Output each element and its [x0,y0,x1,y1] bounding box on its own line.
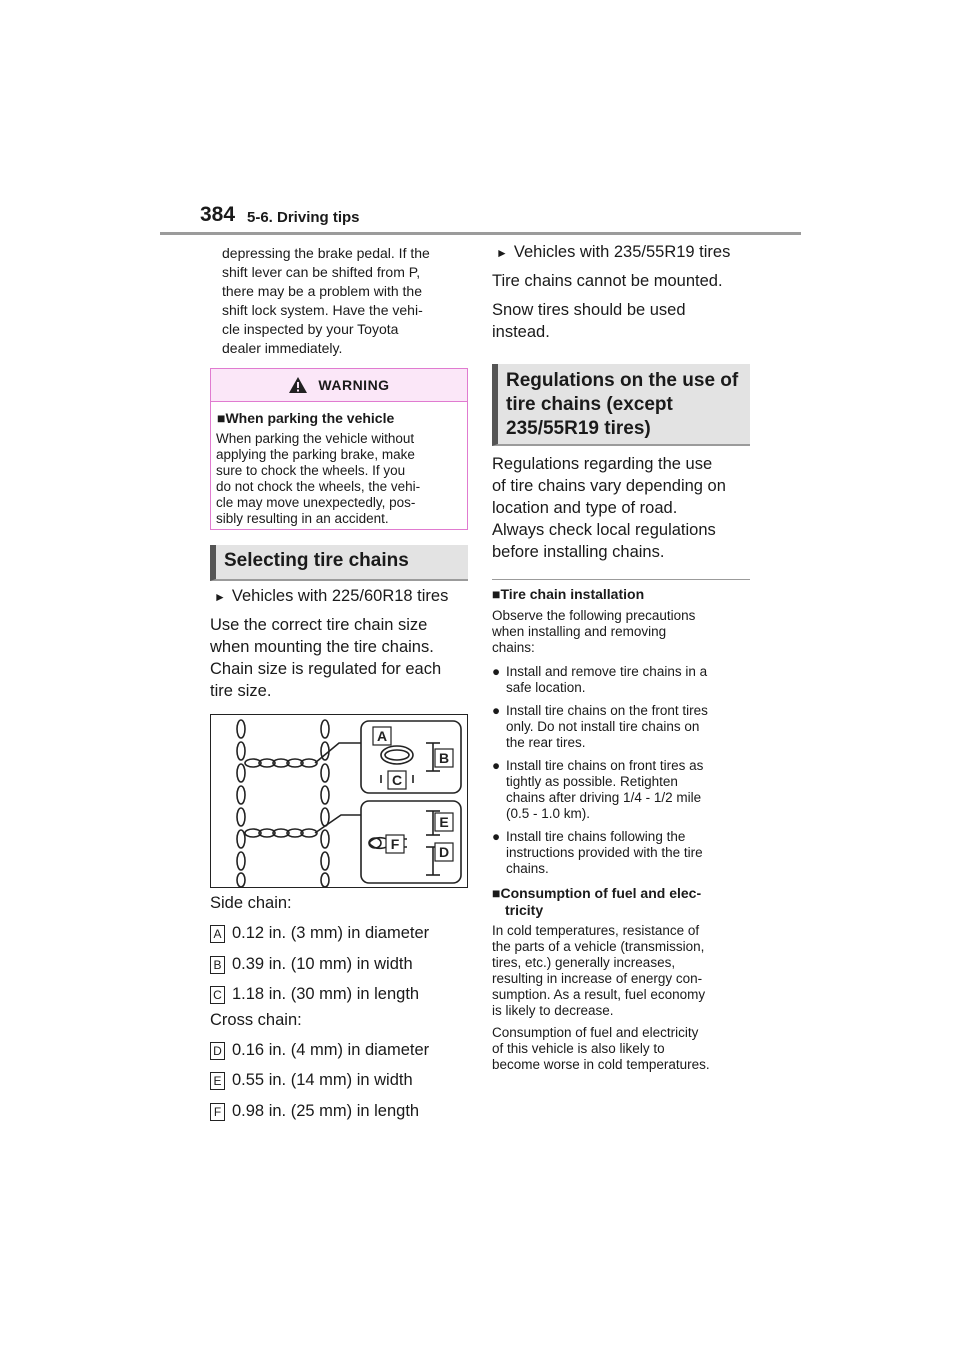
warning-subtitle: ■When parking the vehicle [217,410,395,426]
installation-line: chains: [492,640,535,655]
warning-line: applying the parking brake, make [216,447,415,462]
list-item [492,664,750,696]
spec-letter: E [210,1072,225,1090]
triangle-bullet-icon: ► [496,245,508,260]
snow-tires-text [492,299,686,343]
bullet-dot-icon: ● [492,703,501,718]
spec-row-d [210,1041,429,1060]
regulations-line: before installing chains. [492,543,665,561]
intro-line: there may be a problem with the [222,283,422,299]
page-number: 384 [200,203,236,226]
consumption-line: sumption. As a result, fuel economy [492,987,706,1002]
intro-line: dealer immediately. [222,340,343,356]
figure-label-c: C [391,772,403,788]
spec-text: 0.39 in. (10 mm) in width [232,955,413,973]
list-item-line: Install tire chains following the [506,829,686,844]
list-item-line: instructions provided with the tire [506,845,703,860]
no-chains-text: Tire chains cannot be mounted. [492,272,723,290]
warning-title: WARNING [318,377,390,393]
figure-label-e: E [439,814,449,830]
warning-line: When parking the vehicle without [216,431,415,446]
installation-line: Observe the following precautions [492,608,696,623]
installation-section [492,586,750,1073]
spec-letter: F [210,1103,225,1121]
figure-label-f: F [390,836,400,852]
warning-line: cle may move unexpectedly, pos- [216,495,416,510]
section-title: 5-6. Driving tips [247,209,360,226]
consumption-line: the parts of a vehicle (transmission, [492,939,705,954]
spec-text: 0.55 in. (14 mm) in width [232,1071,413,1089]
consumption-line: become worse in cold temperatures. [492,1057,710,1072]
snow-tires-line: Snow tires should be used [492,301,686,319]
list-item-line: (0.5 - 1.0 km). [506,806,591,821]
consumption-line: In cold temperatures, resistance of [492,923,700,938]
intro-line: depressing the brake pedal. If the [222,245,430,261]
upper-cross-chain [245,759,317,767]
figure-label-a: A [376,728,388,744]
spec-row-f [210,1102,419,1121]
list-item-line: chains after driving 1/4 - 1/2 mile [506,790,702,805]
selecting-line: Use the correct tire chain size [210,616,428,634]
list-item [492,703,750,751]
warning-line: sibly resulting in an accident. [216,511,389,526]
spec-row-c [210,985,419,1004]
regulations-paragraph [492,453,750,563]
right-side-chain [321,720,329,887]
header-rule [160,232,801,235]
spec-letter: D [210,1042,225,1060]
list-item-line: tightly as possible. Retighten [506,774,678,789]
intro-paragraph [222,244,468,358]
regulations-line: of tire chains vary depending on [492,477,726,495]
list-item-line: safe location. [506,680,586,695]
warning-header [211,369,467,402]
vehicle-235-label: Vehicles with 235/55R19 tires [513,243,731,261]
spec-letter: C [210,986,225,1004]
consumption-heading [492,885,750,919]
selecting-paragraph [210,614,468,702]
spec-letter: A [210,925,225,943]
cross-chain-label: Cross chain: [210,1011,302,1029]
list-item-line: Install tire chains on the front tires [506,703,708,718]
spec-text: 0.16 in. (4 mm) in diameter [232,1041,430,1059]
regulations-heading-line: 235/55R19 tires) [506,418,651,439]
vehicle-235-item [496,243,730,262]
spec-row-e [210,1071,413,1090]
warning-triangle-icon [288,376,308,394]
tire-chain-figure [210,714,468,888]
regulations-heading-line: tire chains (except [506,394,673,415]
spec-row-a [210,924,429,943]
list-item-line: Install tire chains on front tires as [506,758,704,773]
intro-line: shift lever can be shifted from P, [222,264,421,280]
consumption-line: tires, etc.) generally increases, [492,955,676,970]
spec-text: 0.98 in. (25 mm) in length [232,1102,420,1120]
section-divider [492,579,750,580]
list-item-line: only. Do not install tire chains on [506,719,700,734]
installation-intro [492,608,750,656]
spec-text: 1.18 in. (30 mm) in length [232,985,420,1003]
consumption-heading-line: ■Consumption of fuel and elec- [492,885,702,901]
regulations-heading [492,364,750,446]
spec-letter: B [210,956,225,974]
regulations-line: location and type of road. [492,499,678,517]
tire-chain-illustration [211,715,467,887]
list-item [492,758,750,822]
list-item-line: Install and remove tire chains in a [506,664,708,679]
snow-tires-line: instead. [492,323,550,341]
figure-label-d: D [438,844,450,860]
consumption-paragraph-2 [492,1025,750,1073]
bullet-dot-icon: ● [492,664,501,679]
consumption-line: is likely to decrease. [492,1003,614,1018]
regulations-heading-line: Regulations on the use of [506,370,739,391]
warning-line: sure to chock the wheels. If you [216,463,406,478]
warning-line: do not chock the wheels, the vehi- [216,479,421,494]
installation-heading: ■Tire chain installation [492,586,645,602]
selecting-line: tire size. [210,682,272,700]
list-item-line: chains. [506,861,549,876]
spec-row-b [210,955,413,974]
side-chain-label: Side chain: [210,894,292,912]
selecting-line: Chain size is regulated for each [210,660,442,678]
vehicle-225-label: Vehicles with 225/60R18 tires [231,587,449,605]
intro-line: cle inspected by your Toyota [222,321,399,337]
warning-text [216,431,461,527]
left-side-chain [237,720,245,887]
consumption-line: Consumption of fuel and electricity [492,1025,699,1040]
list-item-line: the rear tires. [506,735,586,750]
consumption-heading-line: tricity [505,902,544,918]
warning-box [210,368,468,530]
spec-text: 0.12 in. (3 mm) in diameter [232,924,430,942]
intro-line: shift lock system. Have the vehi- [222,302,423,318]
lower-cross-chain [245,829,317,837]
vehicle-225-item [214,587,448,606]
list-item [492,829,750,877]
regulations-line: Always check local regulations [492,521,716,539]
figure-label-b: B [438,750,450,766]
triangle-bullet-icon: ► [214,589,226,604]
consumption-line: of this vehicle is also likely to [492,1041,665,1056]
regulations-line: Regulations regarding the use [492,455,713,473]
selecting-line: when mounting the tire chains. [210,638,434,656]
installation-line: when installing and removing [492,624,667,639]
bullet-dot-icon: ● [492,758,501,773]
consumption-paragraph-1 [492,923,750,1019]
bullet-dot-icon: ● [492,829,501,844]
selecting-heading: Selecting tire chains [210,545,468,581]
consumption-line: resulting in increase of energy con- [492,971,703,986]
